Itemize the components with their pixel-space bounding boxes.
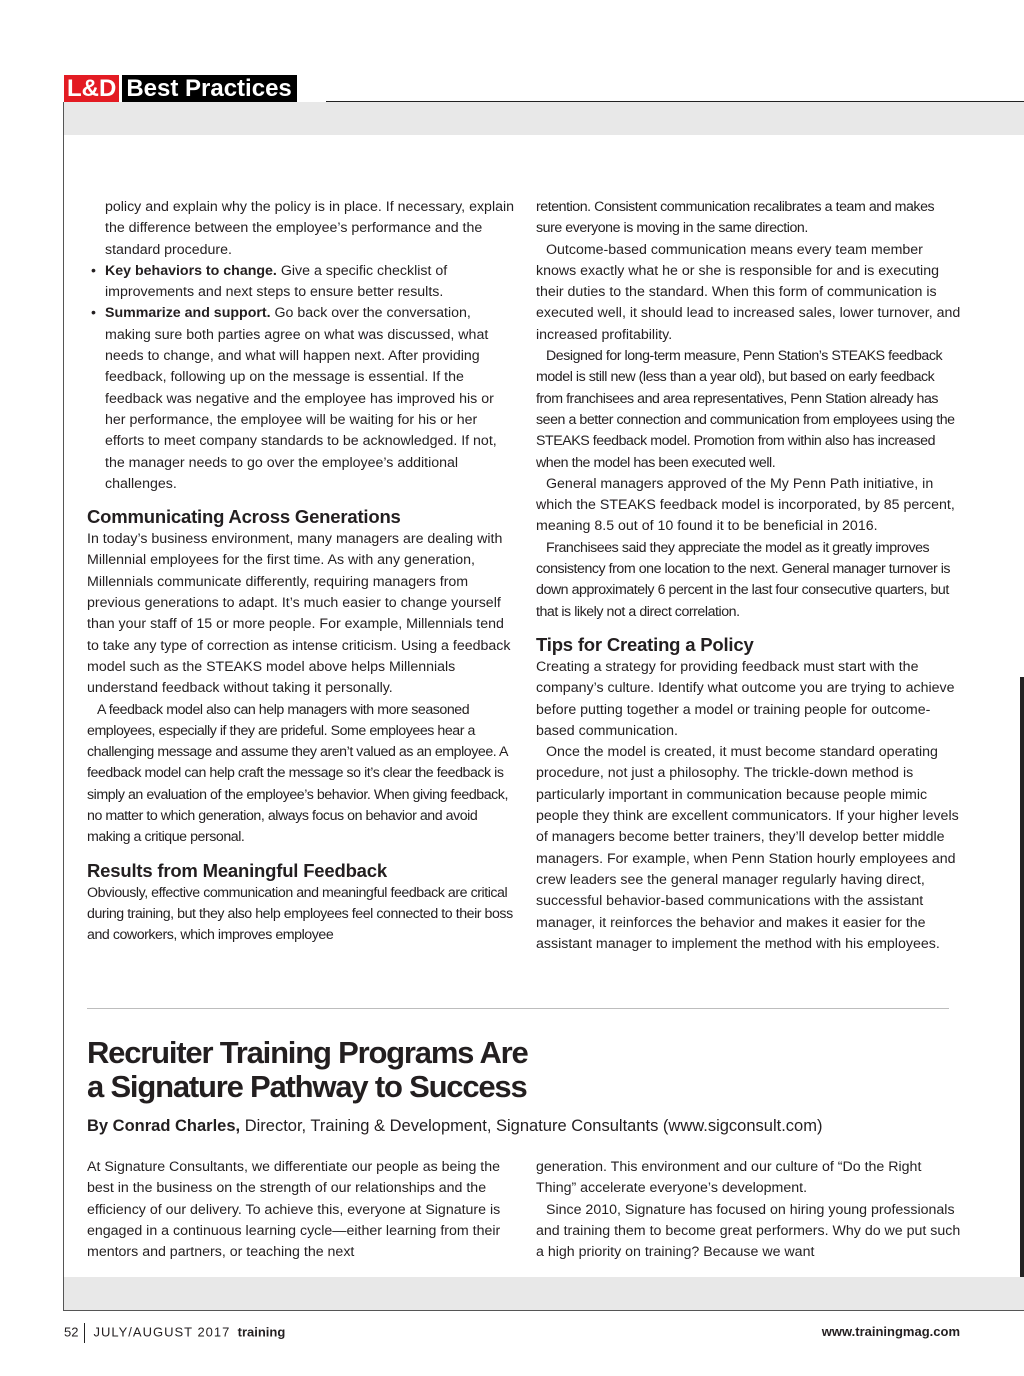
- paragraph: At Signature Consultants, we differentiate our people as being the best in the business on the strength of our relationships and the efficiency of our delivery. To achieve this, everyone at Signature is engaged in a continuous learning cycle—either learning from their mentors and partners, or teaching the next: [87, 1159, 501, 1261]
- paragraph: Designed for long-term measure, Penn Station’s STEAKS feedback model is still new (less than a year old), but based on early feedback from franchisees and area representatives, Penn Station already has seen a better connection and communication from employees using the STEAKS feedback model. Promotion from within also has increased when the model has been executed well.: [536, 348, 955, 471]
- top-gray-band: [64, 102, 1024, 135]
- bullet-text: Go back over the conversation, making sure both parties agree on what was discussed, what needs to change, and what will happen next. After providing feedback, following up on the message is essential. If the feedback was negative and the employee has improved his or her performance, the employee will be waiting for his or her efforts to meet company standards to be acknowledged. If not, the manager needs to go over the employee’s additional challenges.: [105, 305, 497, 492]
- bullet-text: Give a specific checklist of improvements and next steps to ensure better results.: [105, 262, 448, 301]
- paragraph: Obviously, effective communication and meaningful feedback are critical during training, but they also help employees feel connected to their boss and coworkers, which improves employee: [87, 884, 513, 944]
- frame-left-border: [63, 102, 64, 1311]
- right-edge-bar: [1020, 677, 1024, 1277]
- paragraph: Franchisees said they appreciate the model as it greatly improves consistency from one location to the next. General manager turnover is down approximately 6 percent in the last four consecutive quarters, but that is likely not a direct correlation.: [536, 539, 951, 620]
- bottom-gray-band: [64, 1277, 1024, 1310]
- column-left: [87, 197, 515, 947]
- subheading: Results from Meaningful Feedback: [87, 859, 387, 881]
- paragraph: policy and explain why the policy is in place. If necessary, explain the difference between the employee’s performance and the standard procedure.: [105, 199, 515, 258]
- footer-url[interactable]: www.trainingmag.com: [821, 1324, 960, 1339]
- article-title-line: a Signature Pathway to Success: [87, 1069, 527, 1104]
- bullet-lead: Key behaviors to change.: [105, 262, 277, 279]
- bullet-icon: •: [91, 305, 96, 322]
- paragraph: retention. Consistent communication recalibrates a team and makes sure everyone is moving in the same direction.: [536, 199, 935, 237]
- bullet-item: [87, 303, 515, 495]
- bullet-lead: Summarize and support.: [105, 305, 271, 322]
- paragraph: Once the model is created, it must become standard operating procedure, not just a philosophy. The trickle-down method is particularly important in communication because people mimic people they think are excellent communicators. If your higher levels of managers become better trainers, they’ll develop better middle managers. For example, when Penn Station hourly employees and crew leaders see the general manager regularly having direct, successful behavior-based communications with the assistant manager, it reinforces the behavior and makes it easier for the assistant manager to implement the method with his employees.: [536, 744, 959, 952]
- bullet-item: [87, 261, 515, 304]
- article-column-right: [536, 1157, 962, 1263]
- paragraph: In today’s business environment, many managers are dealing with Millennial employees for the first time. As with any generation, Millennials communicate differently, requiring managers from previous generations to adapt. It’s much easier to change yourself than your staff of 15 or more people. For example, Millennials tend to take any type of correction as intense criticism. Using a feedback model such as the STEAKS model above helps Millennials understand feedback without taking it personally.: [87, 531, 511, 697]
- subheading: Communicating Across Generations: [87, 506, 401, 528]
- byline-author: By Conrad Charles,: [87, 1117, 241, 1135]
- section-tag-title: Best Practices: [122, 75, 296, 102]
- paragraph: General managers approved of the My Penn Path initiative, in which the STEAKS feedback model is incorporated, by 85 percent, meaning 8.5 out of 10 found it to be beneficial in 2016.: [536, 475, 955, 535]
- subheading: Tips for Creating a Policy: [536, 633, 754, 655]
- paragraph: Creating a strategy for providing feedback must start with the company’s culture. Identify what outcome you are trying to achieve before putting together a model or training people for outcome-based communication.: [536, 658, 955, 739]
- bullet-icon: •: [91, 262, 96, 279]
- footer-separator: [84, 1323, 85, 1343]
- paragraph: A feedback model also can help managers with more seasoned employees, especially if they are prideful. Some employees hear a challenging message and assume they aren’t valued as an employee. A feedback model can help craft the message so it’s clear the feedback is simply an evaluation of the employee’s behavior. When giving feedback, no matter to which generation, always focus on behavior and avoid making a critique personal.: [87, 701, 508, 846]
- magazine-name: training: [237, 1324, 286, 1340]
- article-title: [87, 1036, 528, 1104]
- section-header: [64, 75, 297, 102]
- article-byline: [87, 1115, 822, 1137]
- byline-details: Director, Training & Development, Signature Consultants (www.sigconsult.com): [240, 1117, 823, 1135]
- section-tag-ld: L&D: [64, 75, 119, 102]
- column-right: [536, 197, 962, 955]
- paragraph: generation. This environment and our culture of “Do the Right Thing” accelerate everyone’s development.: [536, 1159, 922, 1197]
- page-number: 52: [64, 1324, 79, 1340]
- bottom-rule: [63, 1310, 1024, 1311]
- paragraph: Since 2010, Signature has focused on hiring young professionals and training them to become great performers. Why do we put such a high priority on training? Because we want: [536, 1201, 961, 1261]
- article-divider: [87, 1008, 949, 1009]
- article-column-left: [87, 1157, 515, 1263]
- footer-left: [64, 1323, 285, 1343]
- issue-date: JULY/AUGUST 2017: [93, 1324, 231, 1340]
- article-title-line: Recruiter Training Programs Are: [87, 1035, 528, 1070]
- paragraph: Outcome-based communication means every team member knows exactly what he or she is responsible for and is executing their duties to the standard. When this form of communication is executed well, it should lead to increased sales, lower turnover, and increased profitability.: [536, 241, 961, 343]
